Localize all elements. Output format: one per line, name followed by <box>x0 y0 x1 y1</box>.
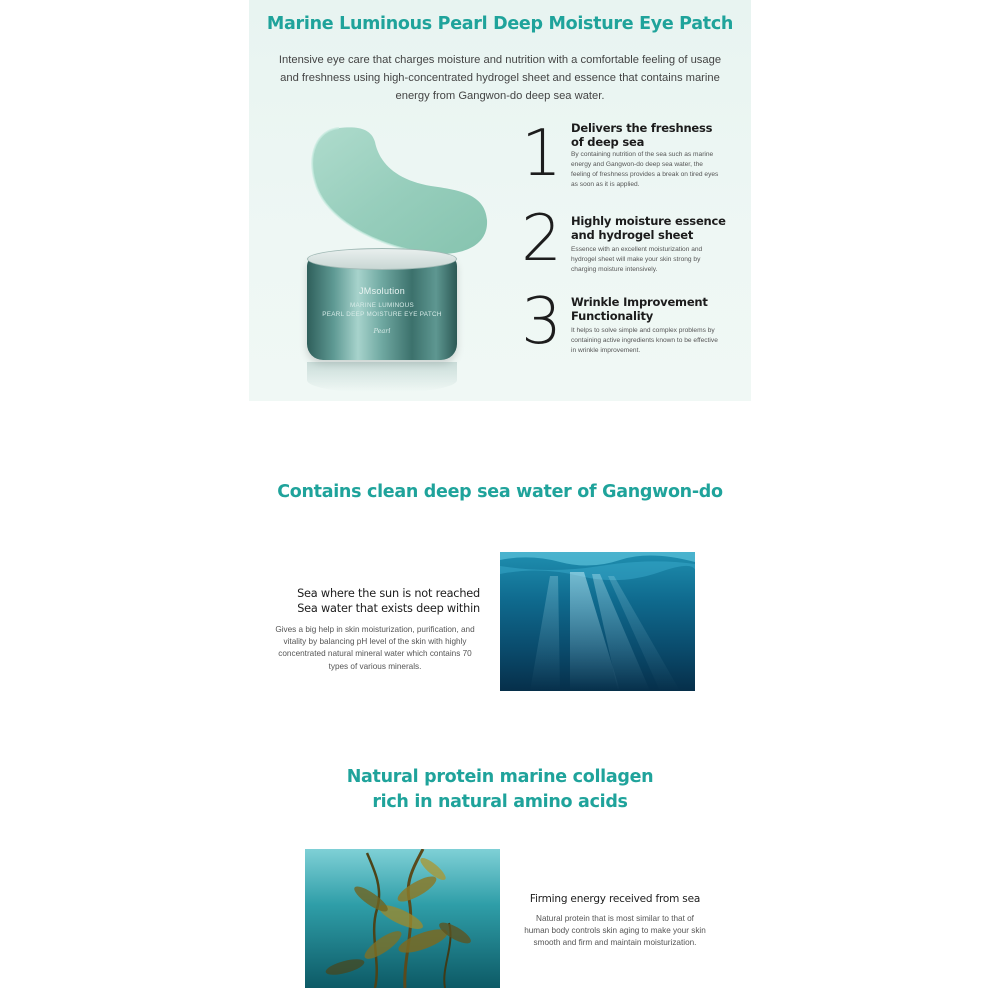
feature-number: 3 <box>521 285 562 359</box>
kelp-forest-image <box>305 849 500 988</box>
feature-heading <box>571 296 736 323</box>
deep-sea-body-line: vitality by balancing pH level of the skin with highly <box>283 637 467 647</box>
feature-description <box>571 150 736 190</box>
feature-heading <box>571 122 736 149</box>
collagen-body <box>515 913 715 950</box>
hero-title: Marine Luminous Pearl Deep Moisture Eye Patch <box>266 14 734 34</box>
hero-intro-line: Intensive eye care that charges moisture and nutrition with a comfortable feeling of usage <box>278 54 722 66</box>
feature-description-line: Essence with an excellent moisturization and <box>571 246 703 253</box>
product-label-line: MARINE LUMINOUS <box>350 302 414 309</box>
product-image <box>299 120 499 390</box>
feature-heading-line: Highly moisture essence <box>571 214 726 228</box>
product-reflection <box>307 362 457 392</box>
feature-description-line: as soon as it is applied. <box>571 181 640 188</box>
product-script-label: Pearl <box>373 327 391 335</box>
feature-description-line: It helps to solve simple and complex problems by <box>571 327 715 334</box>
deep-sea-body-line: Gives a big help in skin moisturization, purification, and <box>275 625 475 634</box>
feature-3 <box>519 285 734 360</box>
feature-description-line: feeling of freshness provides a break on tired eyes <box>571 171 719 178</box>
feature-description-line: containing active ingredients known to be effective <box>571 337 718 344</box>
product-label-line: PEARL DEEP MOISTURE EYE PATCH <box>322 311 442 318</box>
feature-heading-line: Delivers the freshness <box>571 121 713 135</box>
feature-description-line: energy and Gangwon-do deep sea water, the <box>571 161 703 168</box>
feature-heading-line: of deep sea <box>571 134 645 149</box>
product-jar-lid <box>307 248 457 270</box>
feature-2 <box>519 202 734 277</box>
collagen-title-line: Natural protein marine collagen <box>346 767 654 787</box>
feature-description-line: charging moisture intensively. <box>571 266 658 273</box>
feature-description-line: hydrogel sheet will make your skin strong by <box>571 256 701 263</box>
underwater-light-image <box>500 552 695 691</box>
feature-description-line: in wrinkle improvement. <box>571 347 641 354</box>
deep-sea-title: Contains clean deep sea water of Gangwon-do <box>277 482 723 502</box>
deep-sea-heading <box>270 586 480 616</box>
feature-heading-line: Wrinkle Improvement <box>571 295 708 309</box>
feature-number: 1 <box>521 117 562 191</box>
feature-heading-line: and hydrogel sheet <box>571 227 694 242</box>
product-brand: JMsolution <box>358 286 406 296</box>
collagen-body-line: smooth and firm and maintain moisturization. <box>533 938 697 948</box>
deep-sea-photo <box>500 552 695 691</box>
feature-heading <box>571 215 736 242</box>
feature-1 <box>519 117 734 192</box>
hero-intro <box>269 51 731 105</box>
collagen-body-line: Natural protein that is most similar to that of <box>536 914 694 923</box>
feature-heading-line: Functionality <box>571 308 654 323</box>
deep-sea-body-line: types of various minerals. <box>328 661 422 671</box>
deep-sea-body-line: concentrated natural mineral water which contains 70 <box>278 649 472 659</box>
hero-intro-line: and freshness using high-concentrated hydrogel sheet and essence that contains marine <box>280 72 720 84</box>
deep-sea-heading-line: Sea water that exists deep within <box>297 602 480 615</box>
collagen-title-line: rich in natural amino acids <box>372 792 628 812</box>
hero-panel <box>249 0 751 401</box>
collagen-heading: Firming energy received from sea <box>529 893 701 905</box>
collagen-body-line: human body controls skin aging to make your skin <box>524 926 706 936</box>
feature-description <box>571 245 736 275</box>
kelp-photo <box>305 849 500 988</box>
feature-description-line: By containing nutrition of the sea such as marine <box>571 151 714 158</box>
hero-intro-line: energy from Gangwon-do deep sea water. <box>395 90 605 102</box>
feature-description <box>571 326 736 356</box>
feature-number: 2 <box>521 202 562 276</box>
deep-sea-text <box>270 586 480 673</box>
collagen-text <box>515 892 715 950</box>
deep-sea-body <box>270 624 480 673</box>
collagen-title <box>0 765 1000 815</box>
deep-sea-heading-line: Sea where the sun is not reached <box>297 587 480 600</box>
